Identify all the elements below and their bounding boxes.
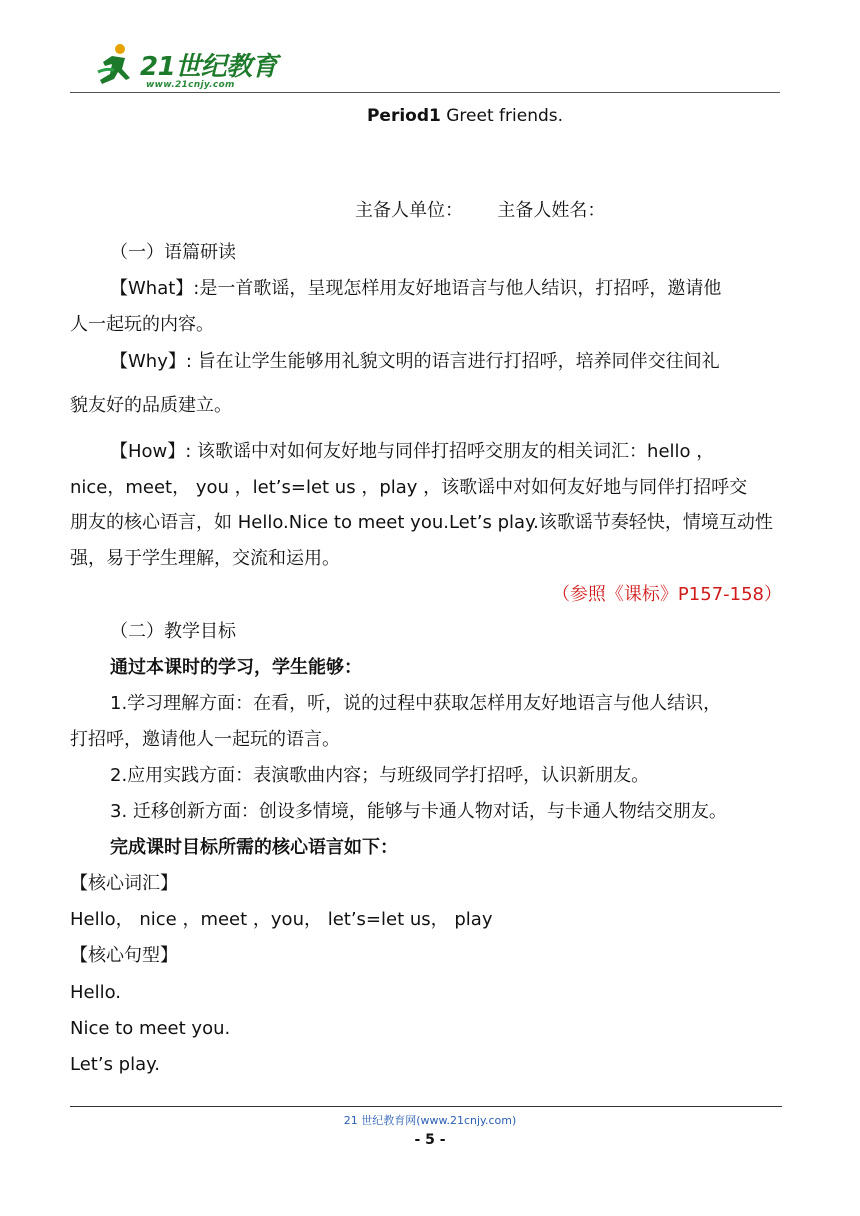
page-title (0, 106, 860, 126)
what-line-2: 人一起玩的内容。 (70, 314, 214, 335)
logo-url: www.21cnjy.com (146, 80, 235, 90)
logo-text: 21世纪教育 (140, 52, 278, 82)
goal1-line-2: 打招呼，邀请他人一起玩的语言。 (70, 729, 340, 750)
what-line-1: 【What】:是一首歌谣，呈现怎样用友好地语言与他人结识，打招呼，邀请他 (110, 278, 722, 299)
author-line: 主备人单位： 主备人姓名： (355, 200, 606, 221)
how-line-2: nice，meet， you ，let’s=let us ，play ，该歌谣中对如何友好地与同伴打招呼交 (70, 477, 748, 498)
sentence-heading: 【核心句型】 (70, 945, 178, 966)
how-line-1: 【How】: 该歌谣中对如何友好地与同伴打招呼交朋友的相关词汇：hello ， (110, 441, 715, 462)
title-period: Period1 (366, 106, 441, 126)
core-language-intro: 完成课时目标所需的核心语言如下： (110, 837, 398, 858)
reference-note: （参照《课标》P157-158） (551, 584, 782, 605)
why-line-1: 【Why】: 旨在让学生能够用礼貌文明的语言进行打招呼，培养同伴交往间礼 (110, 351, 720, 372)
sentence-3: Let’s play. (70, 1054, 160, 1075)
footer-divider (70, 1106, 782, 1107)
section2-heading: （二）教学目标 (110, 621, 236, 642)
vocab-list: Hello， nice ，meet ，you， let’s=let us， play (70, 909, 493, 930)
goals-intro: 通过本课时的学习，学生能够： (110, 657, 362, 678)
goal3-line: 3. 迁移创新方面：创设多情境，能够与卡通人物对话，与卡通人物结交朋友。 (110, 801, 727, 822)
why-line-2: 貌友好的品质建立。 (70, 395, 232, 416)
page-number: - 5 - (414, 1132, 446, 1148)
section1-heading: （一）语篇研读 (110, 242, 236, 263)
vocab-heading: 【核心词汇】 (70, 873, 178, 894)
goal1-line-1: 1.学习理解方面：在看，听，说的过程中获取怎样用友好地语言与他人结识， (110, 693, 722, 714)
title-text: Greet friends. (440, 106, 564, 126)
how-line-4: 强，易于学生理解，交流和运用。 (70, 548, 340, 569)
footer-link[interactable]: 21 世纪教育网(www.21cnjy.com) (343, 1114, 517, 1127)
site-logo[interactable] (92, 40, 278, 94)
header-divider (70, 92, 780, 93)
sentence-2: Nice to meet you. (70, 1018, 231, 1039)
sentence-1: Hello. (70, 982, 122, 1003)
how-line-3: 朋友的核心语言，如 Hello.Nice to meet you.Let’s play.该歌谣节奏轻快，情境互动性 (70, 512, 773, 533)
goal2-line: 2.应用实践方面：表演歌曲内容；与班级同学打招呼，认识新朋友。 (110, 765, 650, 786)
runner-logo-icon (92, 42, 142, 86)
